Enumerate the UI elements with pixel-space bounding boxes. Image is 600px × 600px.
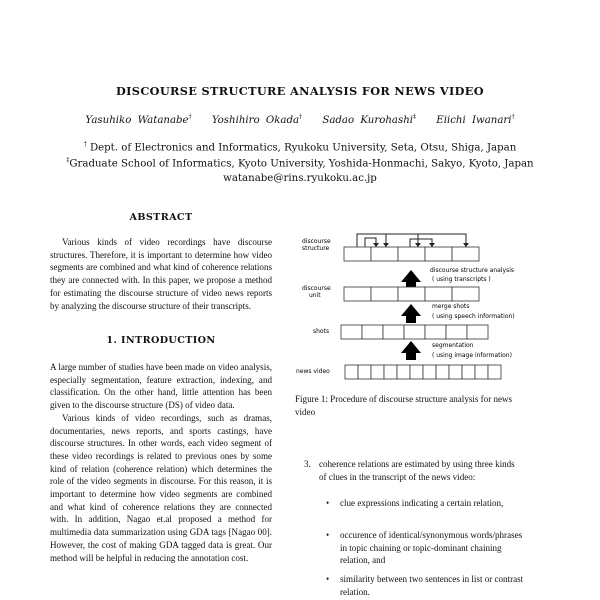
process-arrow (401, 341, 421, 360)
author: Eiichi Iwanari† (436, 114, 515, 127)
arc-arrowheads (373, 243, 469, 247)
label-news-video: news video (296, 368, 330, 375)
step-title: discourse structure analysis (430, 267, 514, 274)
author: Sadao Kurohashi‡ (322, 114, 417, 127)
process-arrow (401, 304, 421, 323)
author: Yoshihiro Okada† (211, 114, 303, 127)
author: Yasuhiko Watanabe† (85, 114, 192, 127)
affiliation: † Dept. of Electronics and Informatics, Ryukoku University, Seta, Otsu, Shiga, Japan (83, 141, 517, 154)
discourse-structure-boxes (344, 247, 479, 261)
step-detail: ( using speech information) (432, 313, 515, 320)
discourse-unit-boxes (344, 287, 479, 301)
process-arrow (401, 270, 421, 289)
label-discourse-unit: discourse (302, 285, 331, 292)
abstract-heading: ABSTRACT (129, 212, 193, 223)
step-title: merge shots (432, 303, 470, 310)
bullet-item: • occurence of identical/synonymous words/phrases in topic chaining or topic-dominant chaining relation, and (326, 530, 523, 566)
abstract-text: Various kinds of video recordings have discourse structures. Therefore, it is important to determine how video segments are combined and what kind of coherence relations they are connected with. In this paper, we propose a method for estimating the discourse structure of video news reports by analyzing the discourse structure of their transcripts. (50, 237, 272, 311)
news-video-frames (345, 365, 501, 379)
affiliation: ‡Graduate School of Informatics, Kyoto University, Yoshida-Honmachi, Sakyo, Kyoto, Japan (66, 157, 534, 170)
label-shots: shots (313, 328, 330, 335)
figure-caption: Figure 1: Procedure of discourse structure analysis for news video (295, 394, 513, 417)
step-title: segmentation (432, 342, 474, 349)
author-email: watanabe@rins.ryukoku.ac.jp (223, 173, 377, 184)
label-discourse-unit: unit (309, 292, 321, 299)
step-detail: ( using image information) (432, 352, 512, 359)
paragraph: A large number of studies have been made on video analysis, especially segmentation, feature extraction, indexing, and classification. On the other hand, little attention has been given to the discourse structure (DS) of video data. (50, 362, 272, 411)
bullet-item: • clue expressions indicating a certain relation, (326, 498, 504, 508)
bullet-item: • similarity between two sentences in list or contrast relation. (326, 574, 524, 597)
shot-boxes (341, 325, 488, 339)
paragraph: Various kinds of video recordings, such as dramas, documentaries, news reports, and sports castings, have discourse structures. In other words, each video segment of these video recordings is related to previous ones by some kind of relation (coherence relation) which determines the role of the video segments in discourse. For this reason, it is important to determine how video segments are combined and what kind of coherence relations they are connected with. In addition, Nagao et.al proposed a method for multimedia data summarization using GDA tags [Nagao 00]. However, the cost of making GDA tagged data is great. Our method will be helpful in reducing the annotation cost. (50, 412, 272, 563)
introduction-heading: 1. INTRODUCTION (106, 335, 216, 346)
numbered-item: 3. coherence relations are estimated by using three kinds of clues in the transcript of the news video: (304, 459, 515, 482)
step-detail: ( using transcripts ) (432, 276, 491, 283)
relation-arcs (357, 234, 466, 247)
label-discourse-structure: discourse (302, 238, 331, 245)
label-discourse-structure: structure (302, 245, 330, 252)
paper-title: DISCOURSE STRUCTURE ANALYSIS FOR NEWS VIDEO (116, 84, 484, 98)
